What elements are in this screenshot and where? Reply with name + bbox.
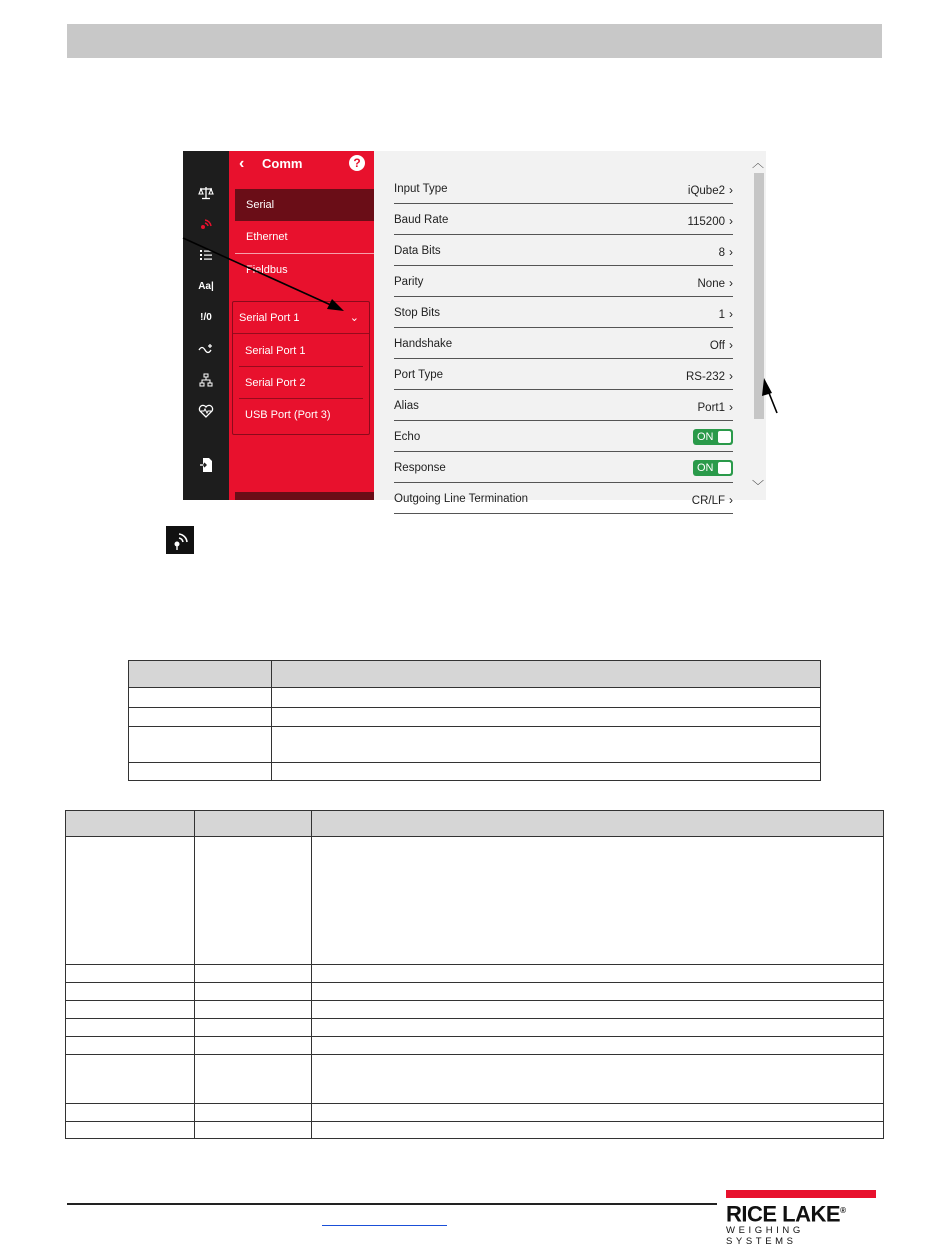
table-cell — [312, 983, 884, 1001]
table-row — [66, 1001, 884, 1019]
setting-label: Baud Rate — [394, 214, 449, 226]
chevron-right-icon: › — [729, 493, 733, 507]
table-cell — [66, 1122, 195, 1139]
table-cell — [312, 1104, 884, 1122]
table-cell — [129, 688, 272, 708]
scroll-down-icon[interactable]: ﹀ — [752, 479, 765, 493]
chevron-right-icon: › — [729, 245, 733, 259]
table-cell — [195, 1001, 312, 1019]
toggle-text: ON — [697, 462, 714, 474]
table-cell — [312, 1037, 884, 1055]
nav-item-serial[interactable]: Serial — [235, 189, 374, 221]
table-row — [66, 1055, 884, 1104]
port-option[interactable]: Serial Port 1 — [239, 335, 363, 367]
table-header-cell — [66, 811, 195, 837]
footer-rule — [67, 1203, 717, 1205]
table-cell — [312, 1001, 884, 1019]
chevron-right-icon: › — [729, 214, 733, 228]
table-cell — [195, 1019, 312, 1037]
table-cell — [312, 1122, 884, 1139]
table-row — [66, 983, 884, 1001]
chevron-right-icon: › — [729, 369, 733, 383]
setting-label: Handshake — [394, 338, 453, 350]
table-row — [66, 1122, 884, 1139]
setting-label: Alias — [394, 400, 419, 412]
chevron-down-icon: ⌄ — [349, 312, 359, 324]
table-cell — [195, 983, 312, 1001]
chevron-right-icon: › — [729, 307, 733, 321]
port-option[interactable]: USB Port (Port 3) — [245, 409, 331, 421]
setting-label: Stop Bits — [394, 307, 441, 319]
table-cell — [66, 837, 195, 965]
table-cell — [272, 727, 821, 763]
table-header-cell — [272, 661, 821, 688]
table-row — [129, 688, 821, 708]
table-cell — [312, 1019, 884, 1037]
table-cell — [312, 837, 884, 965]
table-two — [65, 810, 884, 1139]
logo-name-text: RICE LAKE — [726, 1201, 841, 1227]
setting-value: Port1 — [697, 402, 725, 414]
chevron-right-icon: › — [729, 400, 733, 414]
logo-name — [726, 1200, 878, 1225]
setting-value: Off — [709, 340, 725, 352]
table-cell — [66, 1001, 195, 1019]
logo-bar — [726, 1190, 876, 1198]
table-cell — [66, 1037, 195, 1055]
table-cell — [195, 1104, 312, 1122]
setting-label: Response — [394, 462, 446, 474]
back-chevron-icon[interactable]: ‹ — [239, 155, 245, 172]
setting-label: Parity — [394, 276, 424, 288]
table-cell — [66, 1019, 195, 1037]
port-dropdown-value: Serial Port 1 — [239, 312, 300, 324]
table-cell — [272, 708, 821, 727]
table-cell — [312, 1055, 884, 1104]
table-cell — [195, 1055, 312, 1104]
setting-value: None — [697, 278, 725, 290]
setting-label: Echo — [394, 431, 421, 443]
port-option[interactable]: Serial Port 2 — [239, 367, 363, 399]
setting-value: 8 — [718, 247, 725, 259]
setting-label: Port Type — [394, 369, 444, 381]
nav-item-ethernet[interactable]: Ethernet — [246, 231, 288, 243]
setting-value: CR/LF — [691, 495, 725, 507]
table-header-cell — [195, 811, 312, 837]
table-row — [66, 1104, 884, 1122]
setting-value: 1 — [718, 309, 725, 321]
table-cell — [66, 965, 195, 983]
footer-link-underline[interactable] — [322, 1225, 447, 1226]
toggle-text: ON — [697, 431, 714, 443]
table-header-row — [129, 661, 821, 688]
table-cell — [195, 1122, 312, 1139]
chevron-right-icon: › — [729, 338, 733, 352]
table-row — [129, 708, 821, 727]
table-header-cell — [312, 811, 884, 837]
table-cell — [272, 688, 821, 708]
table-cell — [195, 837, 312, 965]
text-icon[interactable]: Aa| — [198, 280, 214, 292]
setting-label: Outgoing Line Termination — [394, 493, 529, 505]
callout-arrowhead — [762, 378, 772, 396]
table-cell — [129, 708, 272, 727]
table-row — [66, 837, 884, 965]
table-row — [129, 763, 821, 781]
setting-value: iQube2 — [687, 185, 725, 197]
table-cell — [66, 983, 195, 1001]
table-one — [128, 660, 821, 781]
table-cell — [66, 1104, 195, 1122]
io-icon[interactable]: !/0 — [200, 311, 212, 323]
table-header-cell — [129, 661, 272, 688]
setting-value: 115200 — [687, 216, 725, 228]
callout-arrow-line — [183, 238, 333, 306]
table-cell — [195, 1037, 312, 1055]
setting-label: Data Bits — [394, 245, 441, 257]
rice-lake-logo — [726, 1190, 878, 1247]
setting-value: RS-232 — [686, 371, 725, 383]
table-cell — [195, 965, 312, 983]
chevron-right-icon: › — [729, 276, 733, 290]
scroll-up-icon[interactable]: ︿ — [752, 156, 765, 170]
table-cell — [272, 763, 821, 781]
table-cell — [129, 727, 272, 763]
table-row — [66, 1019, 884, 1037]
table-row — [129, 727, 821, 763]
panel-title: Comm — [262, 156, 303, 171]
table-cell — [129, 763, 272, 781]
help-icon[interactable]: ? — [349, 155, 365, 171]
table-row — [66, 965, 884, 983]
logo-tagline: WEIGHING SYSTEMS — [726, 1225, 804, 1247]
comm-icon — [166, 526, 194, 554]
callout-arrowhead — [327, 299, 344, 311]
setting-label: Input Type — [394, 183, 448, 195]
table-cell — [66, 1055, 195, 1104]
table-header-row — [66, 811, 884, 837]
table-cell — [312, 965, 884, 983]
table-row — [66, 1037, 884, 1055]
logo-registered: ® — [840, 1206, 846, 1215]
nav-item-fieldbus[interactable]: Fieldbus — [246, 264, 288, 276]
chevron-right-icon: › — [729, 183, 733, 197]
